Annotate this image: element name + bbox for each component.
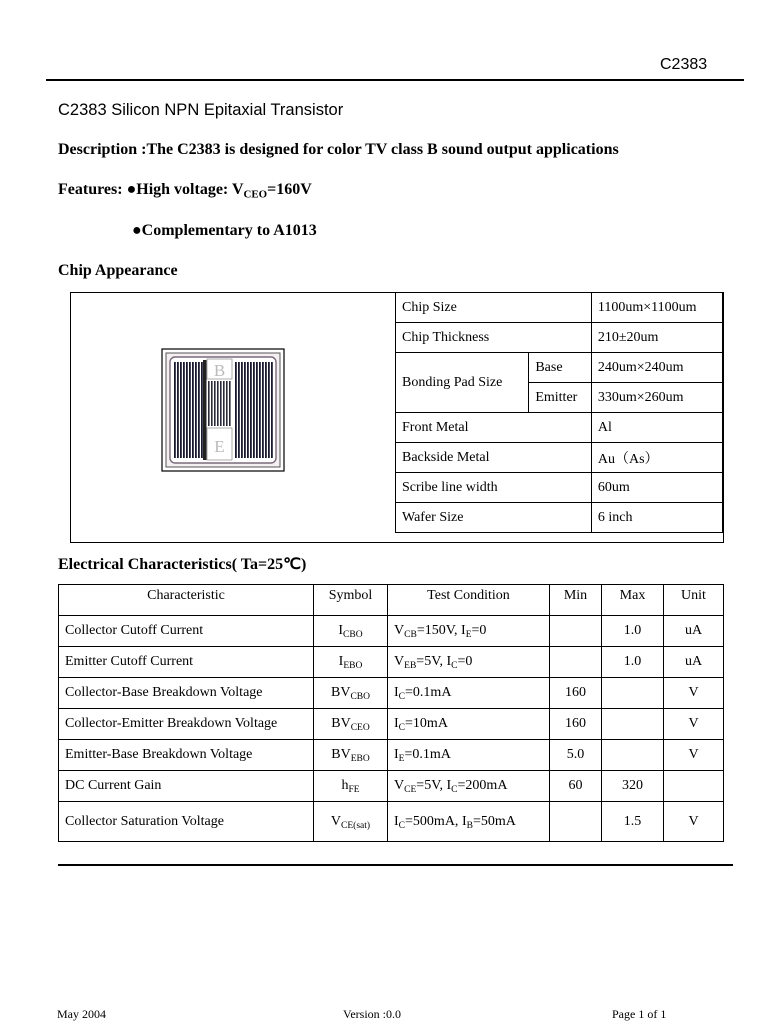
table-row <box>396 413 723 443</box>
description-text: The C2383 is designed for color TV class B sound output applications <box>146 141 619 158</box>
metal-finger <box>189 362 191 458</box>
unit-cell: V <box>664 709 724 740</box>
symbol-text: V <box>330 813 342 829</box>
condition-value: =150V, <box>416 623 462 638</box>
symbol-subscript: CBO <box>343 629 363 640</box>
condition-subscript: C <box>398 722 406 733</box>
max-cell: 1.5 <box>602 802 664 842</box>
condition-value: =500mA, <box>405 813 462 829</box>
spec-value: Al <box>591 413 722 443</box>
condition-var: V <box>394 654 405 669</box>
condition-var: I <box>446 778 452 793</box>
document-title: C2383 Silicon NPN Epitaxial Transistor <box>58 101 344 119</box>
test-condition-cell <box>388 740 550 771</box>
metal-finger <box>180 362 182 458</box>
symbol-subscript: CE(sat) <box>341 820 371 831</box>
characteristic-text: Collector-Base Breakdown Voltage <box>65 685 263 700</box>
top-divider <box>46 79 744 81</box>
symbol-cell <box>314 709 388 740</box>
metal-finger <box>203 360 207 460</box>
table-header-row <box>59 585 724 616</box>
symbol-cell <box>314 771 388 802</box>
characteristic-cell <box>59 740 314 771</box>
spec-label: Chip Size <box>396 293 592 323</box>
unit-cell: uA <box>664 616 724 647</box>
metal-finger <box>174 362 176 458</box>
electrical-heading: Electrical Characteristics( Ta=25℃) <box>58 556 307 573</box>
part-number: C2383 <box>660 56 708 73</box>
spec-sublabel: Base <box>529 353 592 383</box>
unit-cell: uA <box>664 647 724 678</box>
symbol-text: h <box>341 778 349 793</box>
characteristic-cell <box>59 616 314 647</box>
symbol-subscript: EBO <box>343 660 363 671</box>
condition-value: =0.1mA <box>404 747 451 762</box>
metal-finger <box>268 362 270 458</box>
metal-finger <box>220 381 222 426</box>
table-row <box>396 473 723 503</box>
condition-value: =5V, <box>416 778 447 793</box>
metal-finger <box>183 362 185 458</box>
feature-1-subscript: CEO <box>243 188 268 201</box>
electrical-table <box>58 584 724 842</box>
spec-label: Wafer Size <box>396 503 592 533</box>
metal-finger <box>177 362 179 458</box>
metal-finger <box>229 381 231 426</box>
spec-sublabel: Emitter <box>529 383 592 413</box>
unit-cell: V <box>664 740 724 771</box>
feature-2-text: Complementary to A1013 <box>141 222 317 239</box>
metal-finger <box>214 381 216 426</box>
metal-finger <box>247 362 249 458</box>
condition-value: =5V, <box>416 654 447 669</box>
emitter-pad-label: E <box>214 437 225 456</box>
symbol-text: I <box>338 623 344 638</box>
column-header: Max <box>602 585 664 616</box>
metal-finger <box>262 362 264 458</box>
min-cell: 60 <box>550 771 602 802</box>
metal-finger <box>256 362 258 458</box>
spec-label: Bonding Pad Size <box>396 353 529 413</box>
characteristic-cell <box>59 678 314 709</box>
symbol-subscript: CBO <box>350 691 371 702</box>
footer-date: May 2004 <box>57 1007 106 1021</box>
spec-value: 60um <box>591 473 722 503</box>
metal-finger <box>238 362 240 458</box>
spec-value: Au（As） <box>591 443 722 473</box>
spec-value: 240um×240um <box>591 353 722 383</box>
unit-cell <box>664 771 724 802</box>
metal-finger <box>226 381 228 426</box>
symbol-cell <box>314 616 388 647</box>
spec-label: Backside Metal <box>396 443 592 473</box>
symbol-cell <box>314 678 388 709</box>
min-cell: 5.0 <box>550 740 602 771</box>
symbol-text: BV <box>330 685 351 700</box>
chip-appearance-heading: Chip Appearance <box>58 262 178 279</box>
characteristic-cell <box>59 709 314 740</box>
metal-finger <box>271 362 273 458</box>
symbol-text: BV <box>331 747 351 762</box>
metal-finger <box>201 362 203 458</box>
symbol-text: BV <box>331 716 351 731</box>
test-condition-cell <box>388 616 550 647</box>
condition-subscript: EB <box>404 660 417 671</box>
condition-subscript: E <box>398 753 405 764</box>
metal-finger <box>223 381 225 426</box>
condition-subscript: C <box>398 820 406 831</box>
symbol-cell <box>314 802 388 842</box>
column-header: Test Condition <box>388 585 550 616</box>
condition-var: I <box>446 654 452 669</box>
spec-label: Front Metal <box>396 413 592 443</box>
table-row <box>59 709 724 740</box>
metal-finger <box>250 362 252 458</box>
min-cell: 160 <box>550 678 602 709</box>
characteristic-cell <box>59 771 314 802</box>
metal-finger <box>241 362 243 458</box>
max-cell: 1.0 <box>602 616 664 647</box>
metal-finger <box>186 362 188 458</box>
condition-subscript: B <box>466 820 473 831</box>
footer-version: Version :0.0 <box>343 1007 401 1021</box>
characteristic-text: Emitter-Base Breakdown Voltage <box>65 747 253 762</box>
condition-value: =200mA <box>457 778 508 793</box>
characteristic-text: Collector Cutoff Current <box>65 623 204 638</box>
metal-finger <box>217 381 219 426</box>
condition-var: I <box>394 685 399 700</box>
characteristic-cell <box>59 647 314 678</box>
bottom-divider <box>58 864 733 866</box>
test-condition-cell <box>388 771 550 802</box>
spec-label: Scribe line width <box>396 473 592 503</box>
metal-finger <box>265 362 267 458</box>
condition-var: I <box>461 813 467 829</box>
unit-cell: V <box>664 678 724 709</box>
max-cell: 320 <box>602 771 664 802</box>
characteristic-text: Collector-Emitter Breakdown Voltage <box>65 716 278 731</box>
bullet-icon: ● <box>126 181 137 198</box>
table-row <box>396 353 723 383</box>
characteristic-text: Collector Saturation Voltage <box>65 813 224 829</box>
condition-subscript: CB <box>404 629 417 640</box>
chip-spec-table <box>395 292 723 533</box>
condition-value: =10mA <box>405 716 448 731</box>
condition-value: =0.1mA <box>405 685 452 700</box>
symbol-subscript: FE <box>348 784 360 795</box>
table-row <box>396 323 723 353</box>
metal-finger <box>253 362 255 458</box>
test-condition-cell <box>388 678 550 709</box>
test-condition-cell <box>388 802 550 842</box>
condition-subscript: CE <box>404 784 417 795</box>
test-condition-cell <box>388 709 550 740</box>
table-row <box>59 740 724 771</box>
metal-finger <box>198 362 200 458</box>
chip-die-image <box>161 348 285 472</box>
max-cell: 1.0 <box>602 647 664 678</box>
condition-value: =0 <box>457 654 473 669</box>
spec-label: Chip Thickness <box>396 323 592 353</box>
max-cell <box>602 709 664 740</box>
spec-value: 330um×260um <box>591 383 722 413</box>
metal-finger <box>244 362 246 458</box>
features-label: Features: <box>58 181 127 198</box>
condition-var: V <box>394 778 405 793</box>
table-row <box>59 647 724 678</box>
min-cell <box>550 616 602 647</box>
metal-finger <box>235 362 237 458</box>
column-header: Min <box>550 585 602 616</box>
table-row <box>396 293 723 323</box>
column-header: Characteristic <box>59 585 314 616</box>
symbol-subscript: EBO <box>350 753 370 764</box>
table-row <box>396 503 723 533</box>
feature-complementary <box>132 222 317 240</box>
condition-subscript: C <box>398 691 406 702</box>
condition-var: I <box>394 747 399 762</box>
condition-subscript: C <box>451 660 458 671</box>
table-row <box>59 802 724 842</box>
condition-var: I <box>394 716 399 731</box>
test-condition-cell <box>388 647 550 678</box>
column-header: Unit <box>664 585 724 616</box>
metal-finger <box>195 362 197 458</box>
metal-finger <box>192 362 194 458</box>
characteristic-cell <box>59 802 314 842</box>
symbol-cell <box>314 647 388 678</box>
characteristic-text: Emitter Cutoff Current <box>65 654 194 669</box>
metal-finger <box>208 381 210 426</box>
condition-value: =50mA <box>472 813 516 829</box>
table-row <box>59 678 724 709</box>
footer-page: Page 1 of 1 <box>612 1007 667 1021</box>
column-header: Symbol <box>314 585 388 616</box>
condition-value: =0 <box>471 623 487 638</box>
metal-finger <box>259 362 261 458</box>
feature-high-voltage <box>58 181 312 199</box>
condition-subscript: E <box>465 629 472 640</box>
max-cell <box>602 740 664 771</box>
min-cell: 160 <box>550 709 602 740</box>
table-row <box>59 771 724 802</box>
min-cell <box>550 647 602 678</box>
bullet-icon: ● <box>132 222 142 239</box>
spec-value: 210±20um <box>591 323 722 353</box>
metal-finger <box>211 381 213 426</box>
spec-value: 6 inch <box>591 503 722 533</box>
condition-var: I <box>394 813 399 829</box>
chip-appearance-box <box>70 292 724 543</box>
table-row <box>396 443 723 473</box>
symbol-subscript: CEO <box>350 722 370 733</box>
symbol-text: I <box>338 654 344 669</box>
table-row <box>59 616 724 647</box>
symbol-cell <box>314 740 388 771</box>
unit-cell: V <box>664 802 724 842</box>
condition-subscript: C <box>451 784 458 795</box>
feature-1-prefix: High voltage: V <box>136 181 244 198</box>
spec-value: 1100um×1100um <box>591 293 722 323</box>
max-cell <box>602 678 664 709</box>
description-label: Description : <box>58 141 147 158</box>
description <box>58 141 619 159</box>
feature-1-suffix: =160V <box>267 181 312 198</box>
characteristic-text: DC Current Gain <box>65 778 162 793</box>
condition-var: V <box>394 623 405 638</box>
min-cell <box>550 802 602 842</box>
base-pad-label: B <box>213 361 226 380</box>
condition-var: I <box>461 623 466 638</box>
